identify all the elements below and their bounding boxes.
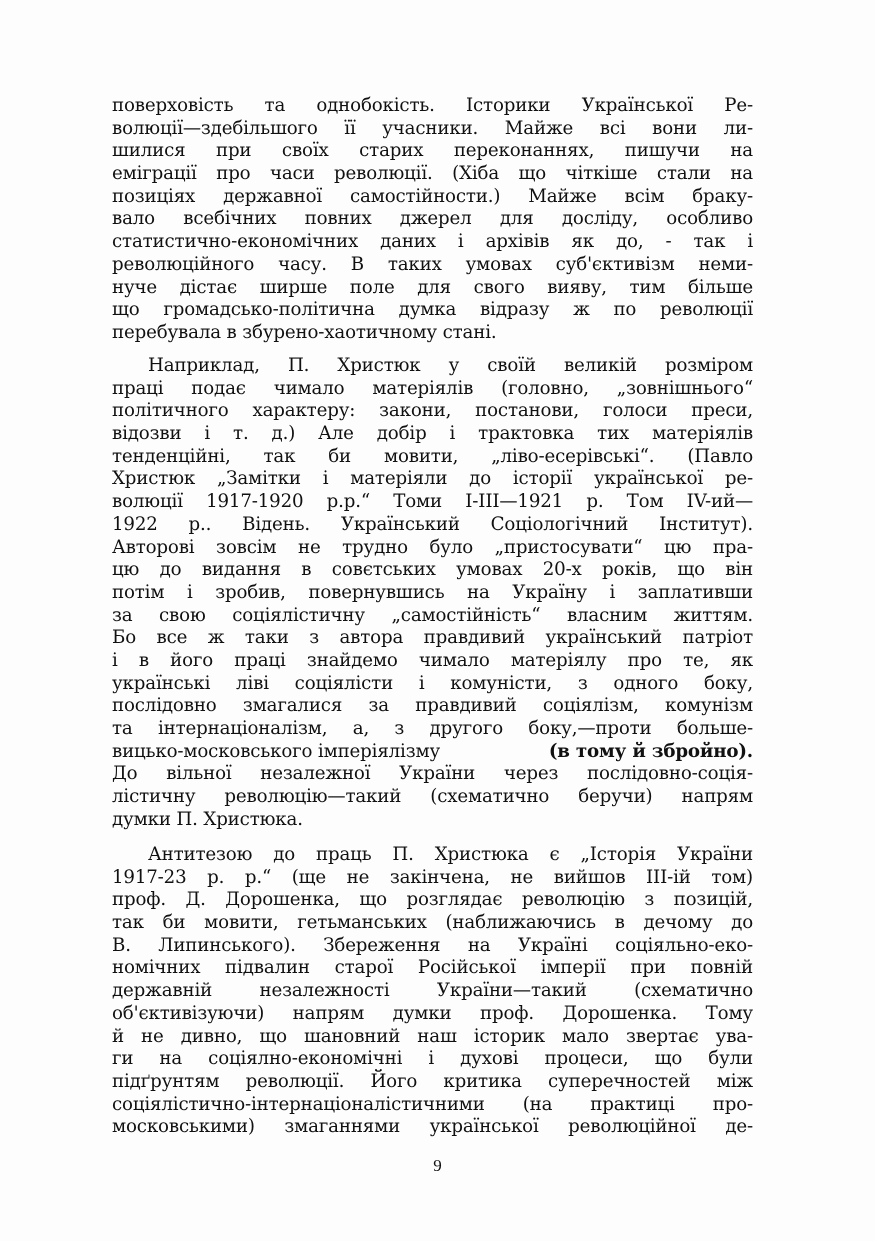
text-line: вало всебічних повних джерел для досліду, особливо	[112, 208, 753, 230]
text-line: цю до видання в совєтських умовах 20-х років, що він	[112, 559, 753, 581]
text-line: Антитезою до праць П. Христюка є „Історія України	[148, 844, 753, 865]
text-line: тенденційні, так би мовити, „ліво-есерівські“. (Павло	[112, 445, 753, 467]
text-line: московськими) змаганнями української революційної де-	[112, 1116, 753, 1138]
paragraph-1	[112, 95, 753, 345]
text-line: поверховість та однобокість. Історики Української Ре-	[112, 95, 753, 116]
text-line: потім і зробив, повернувшись на Україну і заплативши	[112, 581, 753, 603]
text-line: еміграції про часи революції. (Хіба що чіткіше стали на	[112, 163, 753, 185]
text-line: В. Липинського). Збереження на Україні соціяльно-еко-	[112, 934, 753, 956]
text-line: що громадсько-політична думка відразу ж по революції	[112, 299, 753, 321]
text-line: й не дивно, що шановний наш історик мало звертає ува-	[112, 1025, 753, 1047]
text-line: нуче дістає ширше поле для свого вияву, тим більше	[112, 276, 753, 298]
text-line: статистично-економічних даних і архівів як до, - так і	[112, 231, 753, 253]
text-line: номічних підвалин старої Російської імперії при повній	[112, 957, 753, 979]
text-line: волюції 1917-1920 р.р.“ Томи I-III—1921 р. Том IV-ий—	[112, 491, 753, 513]
text-line: державній незалежності України—такий (схематично	[112, 980, 753, 1002]
text-line: соціялістично-інтернаціоналістичними (на практиці про-	[112, 1093, 753, 1115]
text-fragment: вицько-московського імперіялізму	[112, 740, 441, 762]
text-line: і в його праці знайдемо чимало матеріялу про те, як	[112, 649, 753, 671]
text-line: підґрунтям революції. Його критика суперечностей між	[112, 1070, 753, 1092]
text-line: Христюк „Замітки і матеріяли до історії української ре-	[112, 468, 753, 490]
text-line: ги на соціялно-економічні і духові процеси, що були	[112, 1048, 753, 1070]
text-line: 1917-23 р. р.“ (ще не закінчена, не вийшов III-ій том)	[112, 866, 753, 888]
text-line: Бо все ж таки з автора правдивий український патріот	[112, 627, 753, 649]
text-line: Наприклад, П. Христюк у своїй великій розміром	[148, 355, 753, 376]
text-line: волюції—здебільшого її учасники. Майже всі вони ли-	[112, 117, 753, 139]
text-line: думки П. Христюка.	[112, 808, 303, 830]
text-line: за свою соціялістичну „самостійність“ власним життям.	[112, 604, 753, 626]
text-line: та інтернаціоналізм, а, з другого боку,—проти больше-	[112, 718, 753, 739]
text-line-with-bold	[112, 741, 753, 764]
text-line: політичного характеру: закони, постанови, голоси преси,	[112, 400, 753, 422]
text-line: лістичну революцію—такий (схематично беручи) напрям	[112, 786, 753, 808]
text-line: об'єктивізуючи) напрям думки проф. Дорошенка. Тому	[112, 1002, 753, 1024]
text-line: революційного часу. В таких умовах суб'єктивізм неми-	[112, 253, 753, 275]
page-number: 9	[433, 1156, 442, 1175]
paragraph-3	[112, 844, 753, 1139]
paragraph-2	[112, 355, 753, 831]
text-line: праці подає чимало матеріялів (головно, „зовнішнього“	[112, 377, 753, 399]
text-line: послідовно змагалися за правдивий соціялізм, комунізм	[112, 695, 753, 717]
text-line: так би мовити, гетьманських (наближаючись в дечому до	[112, 912, 753, 934]
text-line: відозви і т. д.) Але добір і трактовка тих матеріялів	[112, 423, 753, 445]
text-line: позиціях державної самостійности.) Майже всім браку-	[112, 185, 753, 207]
text-line: перебувала в збурено-хаотичному стані.	[112, 321, 497, 343]
text-line: До вільної незалежної України через послідовно-соція-	[112, 763, 753, 785]
text-line: проф. Д. Дорошенка, що розглядає революцію з позицій,	[112, 889, 753, 911]
text-line: українські ліві соціялісти і комуністи, з одного боку,	[112, 672, 753, 694]
text-line: шилися при своїх старих переконаннях, пишучи на	[112, 140, 753, 162]
text-line: 1922 р.. Відень. Український Соціологічний Інститут).	[112, 513, 753, 535]
text-line: Авторові зовсім не трудно було „пристосувати“ цю пра-	[112, 536, 753, 558]
bold-fragment: (в тому й збройно).	[548, 740, 753, 762]
